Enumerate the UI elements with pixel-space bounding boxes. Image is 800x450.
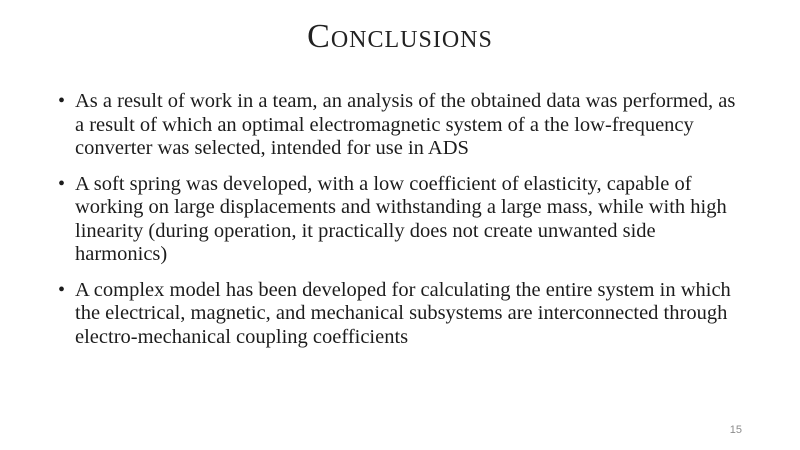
bullet-text: A complex model has been developed for calculating the entire system in which the electrical, magnetic, and mechanical subsystems are interconnected through electro-mechanical coupling coefficients <box>75 278 731 348</box>
bullet-dot-icon: • <box>58 278 66 301</box>
bullet-item <box>55 279 745 350</box>
slide-title: Conclusions <box>307 18 493 55</box>
bullet-dot-icon: • <box>58 90 66 112</box>
bullet-list <box>55 90 745 361</box>
bullet-dot-icon: • <box>58 172 66 195</box>
bullet-item <box>55 173 745 267</box>
bullet-item <box>55 90 745 161</box>
page-number: 15 <box>729 424 742 436</box>
bullet-text: A soft spring was developed, with a low coefficient of elasticity, capable of working on large displacements and withstanding a large mass, while with high linearity (during operation, it practically does not create unwanted side harmonics) <box>75 172 727 265</box>
bullet-text: As a result of work in a team, an analysis of the obtained data was performed, as a result of which an optimal electromagnetic system of a the low-frequency converter was selected, intended for use in ADS <box>75 90 736 159</box>
